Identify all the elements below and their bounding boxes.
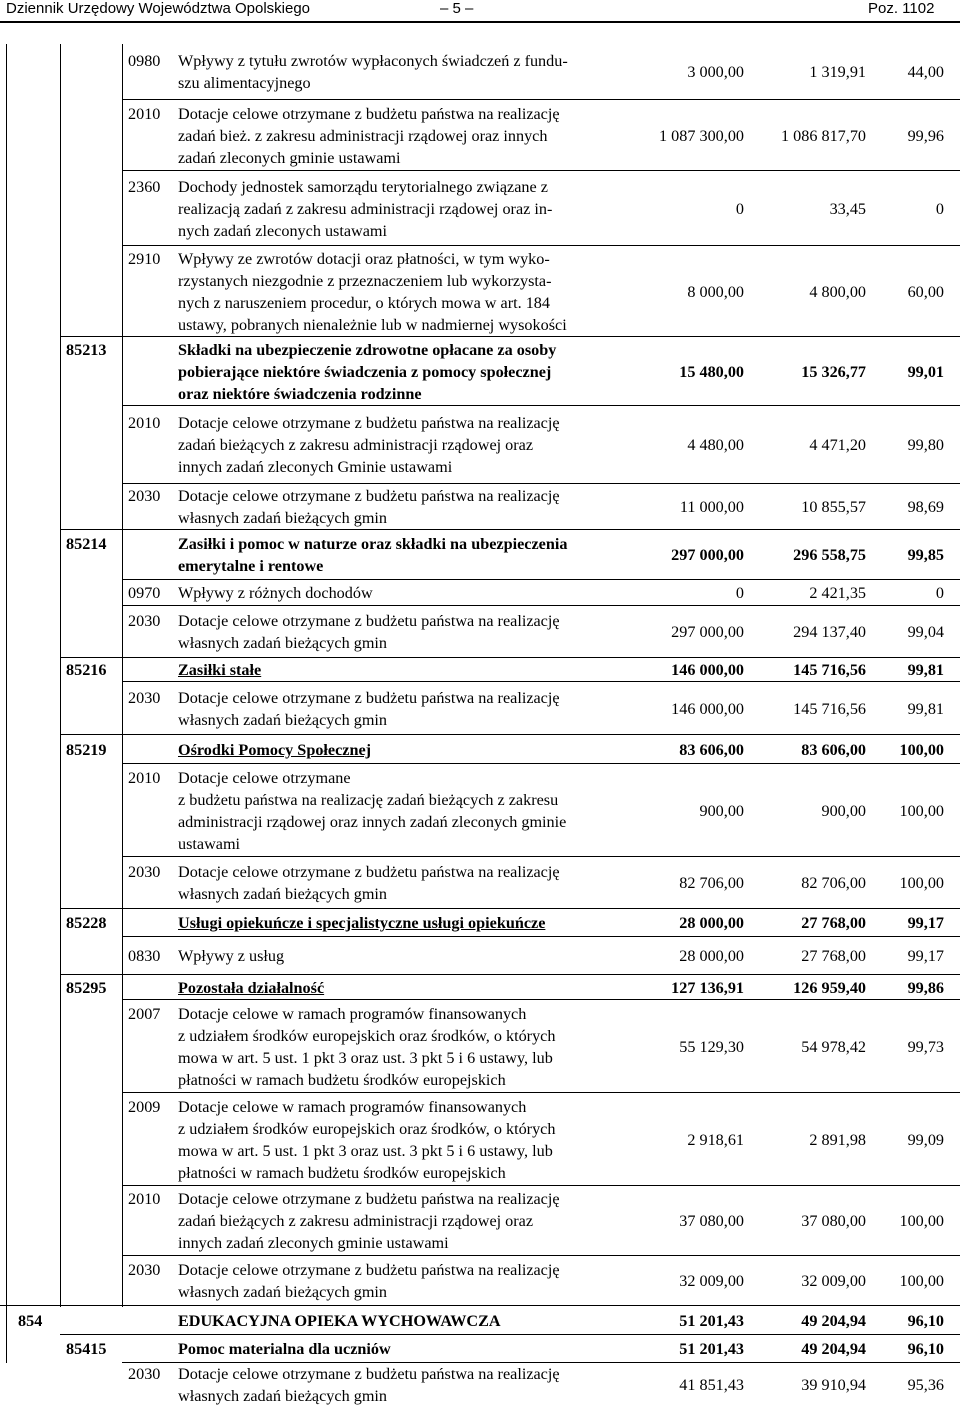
execution-percent: 99,86 xyxy=(907,979,944,997)
row-separator xyxy=(60,1334,960,1335)
description-line: mowa w art. 5 ust. 1 pkt 3 oraz ust. 3 pkt 5 i 6 ustawy, lub xyxy=(178,1049,553,1067)
planned-amount: 3 000,00 xyxy=(687,63,744,81)
executed-amount: 1 319,91 xyxy=(809,63,866,81)
executed-amount: 15 326,77 xyxy=(801,363,866,381)
planned-amount: 11 000,00 xyxy=(679,498,744,516)
executed-amount: 82 706,00 xyxy=(801,874,866,892)
chapter-code: 85228 xyxy=(66,914,107,932)
description-line: Ośrodki Pomocy Społecznej xyxy=(178,741,372,759)
planned-amount: 15 480,00 xyxy=(679,363,744,381)
executed-amount: 2 421,35 xyxy=(809,584,866,602)
description-line: własnych zadań bieżących gmin xyxy=(178,1387,387,1405)
row-separator xyxy=(60,529,960,530)
description-line: zadań bież. z zakresu administracji rządowej oraz innych xyxy=(178,127,548,145)
description xyxy=(178,485,638,529)
description-line: Dotacje celowe otrzymane z budżetu państwa na realizację xyxy=(178,414,560,432)
description xyxy=(178,50,638,94)
row-separator xyxy=(60,734,960,735)
description-line: Pomoc materialna dla uczniów xyxy=(178,1340,391,1358)
description-line: Wpływy z tytułu zwrotów wypłaconych świadczeń z fundu- xyxy=(178,52,568,70)
description-line: innych zadań zleconych gminie ustawami xyxy=(178,1234,449,1252)
division-code: 854 xyxy=(18,1312,43,1330)
planned-amount: 2 918,61 xyxy=(687,1131,744,1149)
executed-amount: 83 606,00 xyxy=(801,741,866,759)
row-separator xyxy=(122,170,960,171)
paragraph-code: 2010 xyxy=(128,769,161,787)
row-separator xyxy=(122,681,960,682)
table-row xyxy=(0,1256,960,1306)
description xyxy=(178,687,638,731)
execution-percent: 99,81 xyxy=(907,661,944,679)
execution-percent: 95,36 xyxy=(907,1376,944,1394)
row-separator xyxy=(122,1255,960,1256)
table-row xyxy=(0,1186,960,1256)
description xyxy=(178,412,638,478)
row-separator xyxy=(60,974,960,975)
row-separator xyxy=(0,1305,960,1306)
description xyxy=(178,1096,638,1184)
table-row xyxy=(0,1363,960,1407)
description xyxy=(178,533,638,577)
execution-percent: 96,10 xyxy=(907,1312,944,1330)
chapter-code: 85213 xyxy=(66,341,107,359)
executed-amount: 294 137,40 xyxy=(793,623,866,641)
execution-percent: 99,85 xyxy=(907,546,944,564)
description xyxy=(178,767,638,855)
execution-percent: 99,80 xyxy=(907,436,944,454)
planned-amount: 900,00 xyxy=(699,802,744,820)
paragraph-code: 0970 xyxy=(128,584,161,602)
planned-amount: 51 201,43 xyxy=(679,1340,744,1358)
table-row xyxy=(0,44,960,100)
description-line: realizacją zadań z zakresu administracji rządowej oraz in- xyxy=(178,200,553,218)
execution-percent: 99,17 xyxy=(907,914,944,932)
description-line: emerytalne i rentowe xyxy=(178,557,324,575)
table-row xyxy=(0,658,960,682)
description xyxy=(178,1003,638,1091)
execution-percent: 100,00 xyxy=(899,741,944,759)
planned-amount: 146 000,00 xyxy=(671,700,744,718)
description-line: Zasiłki i pomoc w naturze oraz składki na ubezpieczenia xyxy=(178,535,568,553)
table-row xyxy=(0,606,960,658)
table-row xyxy=(0,1306,960,1335)
description-line: Zasiłki stałe xyxy=(178,661,262,679)
planned-amount: 28 000,00 xyxy=(679,914,744,932)
description xyxy=(178,912,638,934)
description-line: ustawami xyxy=(178,835,241,853)
table-row xyxy=(0,246,960,337)
description-line: szu alimentacyjnego xyxy=(178,74,311,92)
executed-amount: 49 204,94 xyxy=(801,1340,866,1358)
execution-percent: 100,00 xyxy=(899,802,944,820)
planned-amount: 4 480,00 xyxy=(687,436,744,454)
execution-percent: 99,01 xyxy=(907,363,944,381)
description-line: zadań zleconych gminie ustawami xyxy=(178,149,401,167)
execution-percent: 99,17 xyxy=(907,947,944,965)
row-separator xyxy=(122,579,960,580)
execution-percent: 96,10 xyxy=(907,1340,944,1358)
table-row xyxy=(0,975,960,1000)
paragraph-code: 2030 xyxy=(128,1365,161,1383)
paragraph-code: 2030 xyxy=(128,612,161,630)
planned-amount: 82 706,00 xyxy=(679,874,744,892)
planned-amount: 8 000,00 xyxy=(687,283,744,301)
description-line: z udziałem środków europejskich oraz środków, o których xyxy=(178,1120,556,1138)
description-line: pobierające niektóre świadczenia z pomocy społecznej xyxy=(178,363,552,381)
row-separator xyxy=(122,99,960,100)
executed-amount: 54 978,42 xyxy=(801,1038,866,1056)
planned-amount: 41 851,43 xyxy=(679,1376,744,1394)
execution-percent: 0 xyxy=(935,200,944,218)
table-row xyxy=(0,735,960,764)
table-row xyxy=(0,337,960,406)
description-line: Wpływy z usług xyxy=(178,947,285,965)
chapter-code: 85214 xyxy=(66,535,107,553)
row-separator xyxy=(122,1185,960,1186)
execution-percent: 60,00 xyxy=(907,283,944,301)
table-row xyxy=(0,764,960,857)
page-header xyxy=(0,0,960,22)
description xyxy=(178,1259,638,1303)
description-line: ustawy, pobranych nienależnie lub w nadmiernej wysokości xyxy=(178,316,567,334)
planned-amount: 1 087 300,00 xyxy=(659,127,744,145)
table-row xyxy=(0,484,960,530)
paragraph-code: 0980 xyxy=(128,52,161,70)
description xyxy=(178,1188,638,1254)
description-line: nych z naruszeniem procedur, o których mowa w art. 184 xyxy=(178,294,550,312)
executed-amount: 32 009,00 xyxy=(801,1272,866,1290)
description-line: Dotacje celowe otrzymane z budżetu państwa na realizację xyxy=(178,863,560,881)
row-separator xyxy=(122,763,960,764)
row-separator xyxy=(60,657,960,658)
table-row xyxy=(0,171,960,246)
description-line: Dotacje celowe otrzymane z budżetu państwa na realizację xyxy=(178,1190,560,1208)
description-line: rzystanych niezgodnie z przeznaczeniem lub wykorzysta- xyxy=(178,272,552,290)
executed-amount: 37 080,00 xyxy=(801,1212,866,1230)
execution-percent: 100,00 xyxy=(899,1212,944,1230)
executed-amount: 145 716,56 xyxy=(793,700,866,718)
executed-amount: 27 768,00 xyxy=(801,914,866,932)
executed-amount: 1 086 817,70 xyxy=(781,127,866,145)
description-line: administracji rządowej oraz innych zadań zleconych gminie xyxy=(178,813,567,831)
executed-amount: 126 959,40 xyxy=(793,979,866,997)
description xyxy=(178,1310,638,1332)
description xyxy=(178,248,638,336)
description-line: Dotacje celowe otrzymane xyxy=(178,769,351,787)
execution-percent: 99,73 xyxy=(907,1038,944,1056)
description xyxy=(178,582,638,604)
paragraph-code: 2030 xyxy=(128,487,161,505)
execution-percent: 99,81 xyxy=(907,700,944,718)
description xyxy=(178,977,638,999)
planned-amount: 28 000,00 xyxy=(679,947,744,965)
description-line: EDUKACYJNA OPIEKA WYCHOWAWCZA xyxy=(178,1312,501,1330)
row-separator xyxy=(122,1362,960,1363)
execution-percent: 44,00 xyxy=(907,63,944,81)
header-rule xyxy=(0,21,960,23)
description-line: zadań bieżących z zakresu administracji rządowej oraz xyxy=(178,1212,534,1230)
description-line: płatności w ramach budżetu środków europejskich xyxy=(178,1071,506,1089)
chapter-code: 85219 xyxy=(66,741,107,759)
planned-amount: 83 606,00 xyxy=(679,741,744,759)
execution-percent: 100,00 xyxy=(899,874,944,892)
description xyxy=(178,339,638,405)
description-line: nych zadań zleconych ustawami xyxy=(178,222,387,240)
description-line: z budżetu państwa na realizację zadań bieżących z zakresu xyxy=(178,791,559,809)
execution-percent: 99,96 xyxy=(907,127,944,145)
table-row xyxy=(0,909,960,937)
row-separator xyxy=(60,908,960,909)
planned-amount: 297 000,00 xyxy=(671,546,744,564)
row-separator xyxy=(122,856,960,857)
table-row xyxy=(0,682,960,735)
paragraph-code: 2030 xyxy=(128,689,161,707)
description xyxy=(178,176,638,242)
description xyxy=(178,610,638,654)
planned-amount: 0 xyxy=(735,584,744,602)
position-number: Poz. 1102 xyxy=(868,0,935,17)
description-line: Dotacje celowe otrzymane z budżetu państwa na realizację xyxy=(178,105,560,123)
table-row xyxy=(0,530,960,580)
description xyxy=(178,1363,638,1407)
execution-percent: 99,04 xyxy=(907,623,944,641)
executed-amount: 10 855,57 xyxy=(801,498,866,516)
paragraph-code: 2010 xyxy=(128,1190,161,1208)
executed-amount: 33,45 xyxy=(829,200,866,218)
planned-amount: 37 080,00 xyxy=(679,1212,744,1230)
planned-amount: 32 009,00 xyxy=(679,1272,744,1290)
description xyxy=(178,659,638,681)
executed-amount: 2 891,98 xyxy=(809,1131,866,1149)
planned-amount: 127 136,91 xyxy=(671,979,744,997)
description-line: Dochody jednostek samorządu terytorialnego związane z xyxy=(178,178,548,196)
description-line: Dotacje celowe otrzymane z budżetu państwa na realizację xyxy=(178,689,560,707)
executed-amount: 296 558,75 xyxy=(793,546,866,564)
table-row xyxy=(0,1000,960,1093)
description xyxy=(178,103,638,169)
description-line: Wpływy z różnych dochodów xyxy=(178,584,373,602)
paragraph-code: 2910 xyxy=(128,250,161,268)
paragraph-code: 2360 xyxy=(128,178,161,196)
description-line: własnych zadań bieżących gmin xyxy=(178,885,387,903)
executed-amount: 900,00 xyxy=(821,802,866,820)
description-line: Usługi opiekuńcze i specjalistyczne usługi opiekuńcze xyxy=(178,914,546,932)
description xyxy=(178,861,638,905)
description-line: własnych zadań bieżących gmin xyxy=(178,711,387,729)
row-separator xyxy=(122,1092,960,1093)
executed-amount: 4 471,20 xyxy=(809,436,866,454)
row-separator xyxy=(122,999,960,1000)
row-separator xyxy=(122,936,960,937)
execution-percent: 99,09 xyxy=(907,1131,944,1149)
description-line: Wpływy ze zwrotów dotacji oraz płatności, w tym wyko- xyxy=(178,250,550,268)
table-row xyxy=(0,1335,960,1363)
table-row xyxy=(0,100,960,171)
row-separator xyxy=(60,336,960,337)
description-line: Dotacje celowe otrzymane z budżetu państwa na realizację xyxy=(178,1365,560,1383)
table-row xyxy=(0,580,960,606)
description-line: z udziałem środków europejskich oraz środków, o których xyxy=(178,1027,556,1045)
table-row xyxy=(0,1093,960,1186)
description-line: Dotacje celowe otrzymane z budżetu państwa na realizację xyxy=(178,1261,560,1279)
table-row xyxy=(0,406,960,484)
description-line: Dotacje celowe otrzymane z budżetu państwa na realizację xyxy=(178,487,560,505)
chapter-code: 85216 xyxy=(66,661,107,679)
description-line: oraz niektóre świadczenia rodzinne xyxy=(178,385,422,403)
description-line: mowa w art. 5 ust. 1 pkt 3 oraz ust. 3 pkt 5 i 6 ustawy, lub xyxy=(178,1142,553,1160)
planned-amount: 146 000,00 xyxy=(671,661,744,679)
executed-amount: 49 204,94 xyxy=(801,1312,866,1330)
executed-amount: 4 800,00 xyxy=(809,283,866,301)
execution-percent: 98,69 xyxy=(907,498,944,516)
description-line: Składki na ubezpieczenie zdrowotne opłacane za osoby xyxy=(178,341,557,359)
description-line: innych zadań zleconych Gminie ustawami xyxy=(178,458,453,476)
execution-percent: 100,00 xyxy=(899,1272,944,1290)
executed-amount: 27 768,00 xyxy=(801,947,866,965)
description-line: Dotacje celowe w ramach programów finansowanych xyxy=(178,1005,527,1023)
description-line: Dotacje celowe otrzymane z budżetu państwa na realizację xyxy=(178,612,560,630)
execution-percent: 0 xyxy=(935,584,944,602)
paragraph-code: 2030 xyxy=(128,1261,161,1279)
journal-title: Dziennik Urzędowy Województwa Opolskiego xyxy=(6,0,311,17)
description-line: własnych zadań bieżących gmin xyxy=(178,634,387,652)
paragraph-code: 2030 xyxy=(128,863,161,881)
description-line: Pozostała działalność xyxy=(178,979,325,997)
executed-amount: 39 910,94 xyxy=(801,1376,866,1394)
table-row xyxy=(0,937,960,975)
description xyxy=(178,945,638,967)
description xyxy=(178,739,638,761)
planned-amount: 297 000,00 xyxy=(671,623,744,641)
paragraph-code: 2009 xyxy=(128,1098,161,1116)
row-separator xyxy=(122,605,960,606)
description-line: własnych zadań bieżących gmin xyxy=(178,1283,387,1301)
planned-amount: 0 xyxy=(735,200,744,218)
chapter-code: 85295 xyxy=(66,979,107,997)
planned-amount: 51 201,43 xyxy=(679,1312,744,1330)
description-line: Dotacje celowe w ramach programów finansowanych xyxy=(178,1098,527,1116)
paragraph-code: 2007 xyxy=(128,1005,161,1023)
description-line: własnych zadań bieżących gmin xyxy=(178,509,387,527)
planned-amount: 55 129,30 xyxy=(679,1038,744,1056)
page-number: – 5 – xyxy=(440,0,474,17)
row-separator xyxy=(122,483,960,484)
table-row xyxy=(0,857,960,909)
description-line: zadań bieżących z zakresu administracji rządowej oraz xyxy=(178,436,534,454)
description xyxy=(178,1338,638,1360)
executed-amount: 145 716,56 xyxy=(793,661,866,679)
paragraph-code: 2010 xyxy=(128,414,161,432)
paragraph-code: 0830 xyxy=(128,947,161,965)
paragraph-code: 2010 xyxy=(128,105,161,123)
row-separator xyxy=(122,405,960,406)
row-separator xyxy=(122,245,960,246)
description-line: płatności w ramach budżetu środków europejskich xyxy=(178,1164,506,1182)
chapter-code: 85415 xyxy=(66,1340,107,1358)
